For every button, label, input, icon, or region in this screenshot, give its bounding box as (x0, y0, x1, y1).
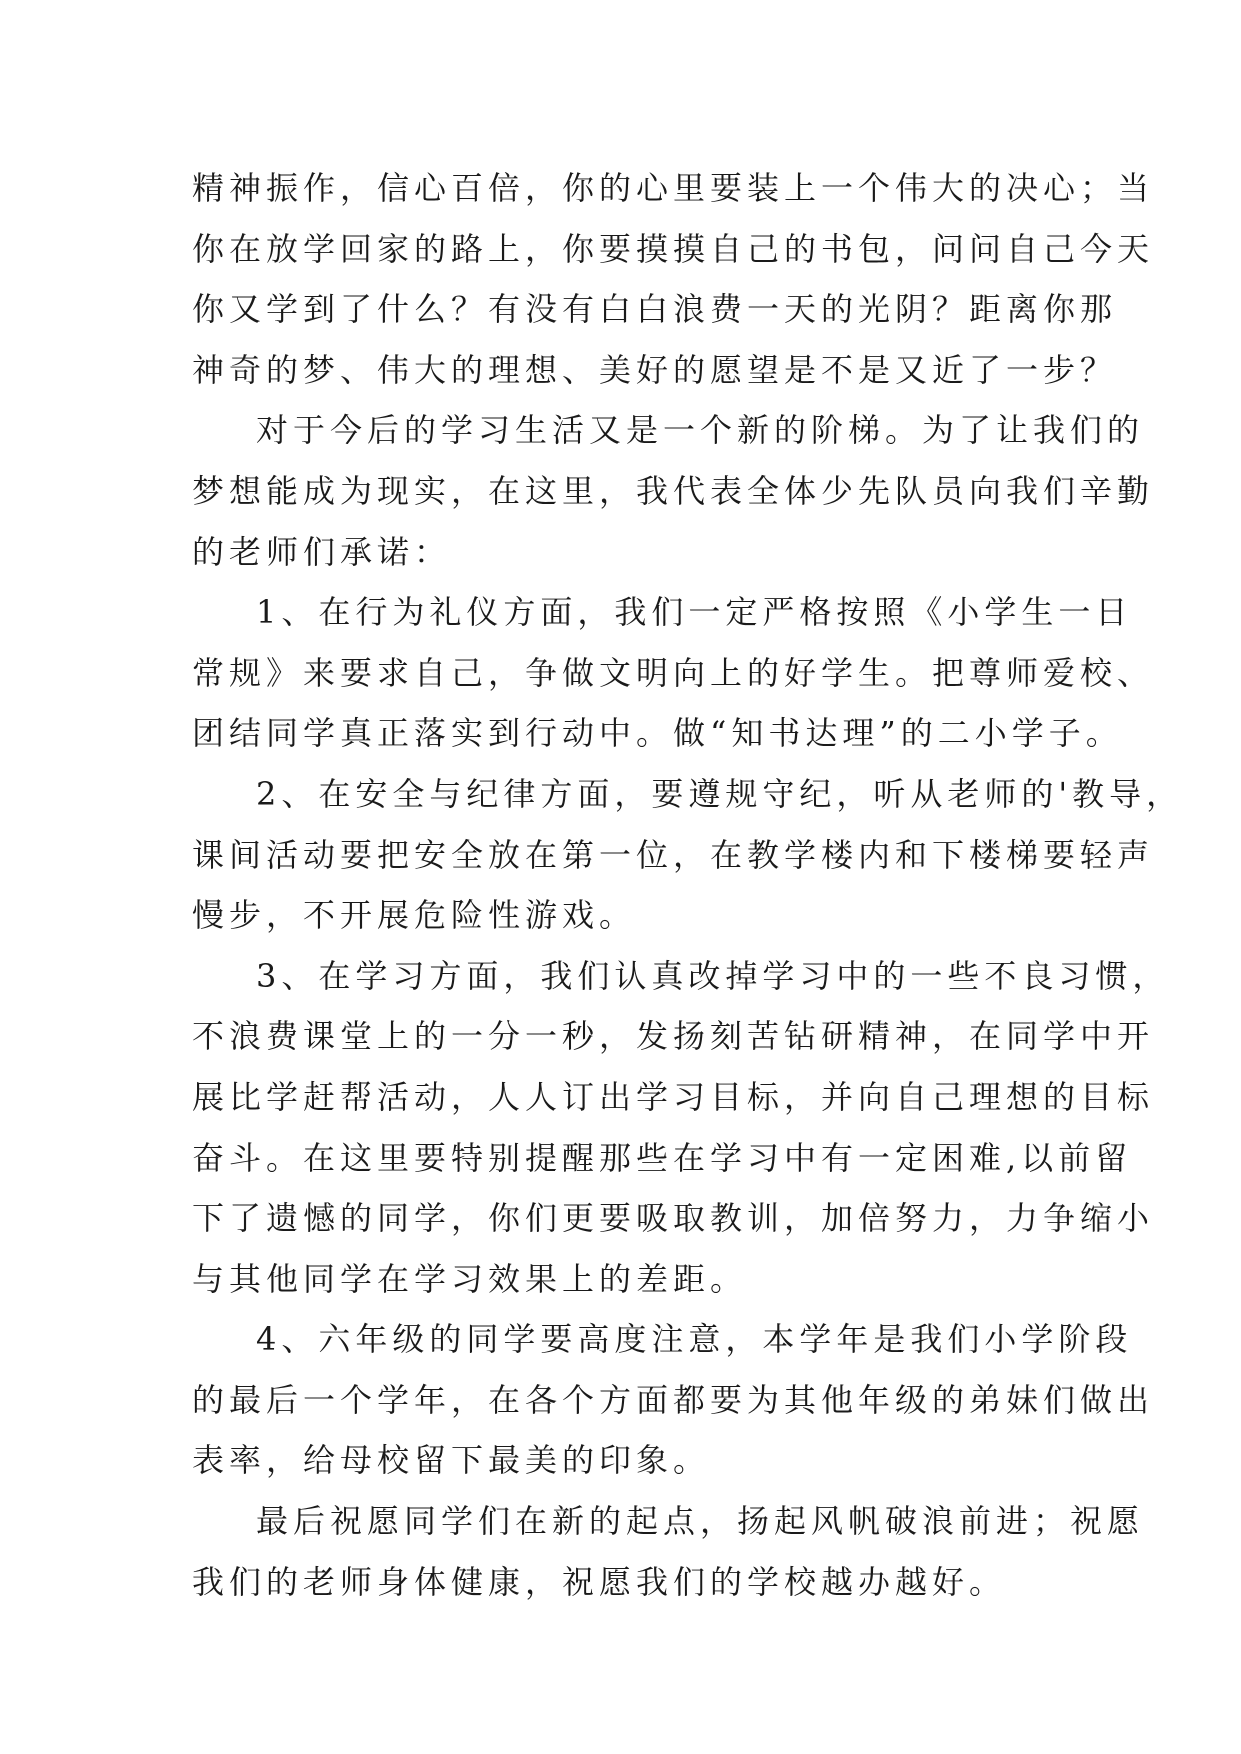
text-line: 精神振作，信心百倍，你的心里要装上一个伟大的决心；当 (192, 169, 1155, 207)
text-line: 表率，给母校留下最美的印象。 (192, 1441, 711, 1480)
document-body (192, 158, 1184, 1612)
text-line: 神奇的梦、伟大的理想、美好的愿望是不是又近了一步？ (192, 350, 1118, 389)
paragraph-first-line: 对于今后的学习生活又是一个新的阶梯。为了让我们的 (256, 411, 1145, 450)
text-line: 团结同学真正落实到行动中。做“知书达理”的二小学子。 (192, 714, 1123, 753)
text-line: 梦想能成为现实，在这里，我代表全体少先队员向我们辛勤 (192, 471, 1155, 510)
text-line: 的最后一个学年，在各个方面都要为其他年级的弟妹们做出 (192, 1380, 1155, 1419)
text-line: 慢步，不开展危险性游戏。 (192, 896, 637, 935)
paragraph-first-line: 最后祝愿同学们在新的起点，扬起风帆破浪前进；祝愿 (256, 1502, 1145, 1541)
paragraph-first-line: 2、在安全与纪律方面，要遵规守纪，听从老师的'教导， (256, 774, 1184, 813)
text-line: 的老师们承诺： (192, 532, 452, 571)
text-line: 你在放学回家的路上，你要摸摸自己的书包，问问自己今天 (192, 229, 1155, 268)
text-line: 课间活动要把安全放在第一位，在教学楼内和下楼梯要轻声 (192, 835, 1155, 874)
text-line: 不浪费课堂上的一分一秒，发扬刻苦钻研精神，在同学中开 (192, 1017, 1155, 1056)
text-line: 奋斗。在这里要特别提醒那些在学习中有一定困难,以前留 (192, 1138, 1133, 1177)
paragraph-first-line: 4、六年级的同学要高度注意，本学年是我们小学阶段 (256, 1320, 1133, 1359)
text-line: 与其他同学在学习效果上的差距。 (192, 1259, 748, 1298)
text-line: 下了遗憾的同学，你们更要吸取教训，加倍努力，力争缩小 (192, 1199, 1155, 1238)
text-line: 展比学赶帮活动，人人订出学习目标，并向自己理想的目标 (192, 1077, 1155, 1116)
paragraph-first-line: 3、在学习方面，我们认真改掉学习中的一些不良习惯， (256, 956, 1170, 995)
text-line: 常规》来要求自己，争做文明向上的好学生。把尊师爱校、 (192, 653, 1155, 692)
text-line: 我们的老师身体健康，祝愿我们的学校越办越好。 (192, 1562, 1007, 1601)
paragraph-first-line: 1、在行为礼仪方面，我们一定严格按照《小学生一日 (256, 593, 1133, 632)
text-line: 你又学到了什么？有没有白白浪费一天的光阴？距离你那 (192, 290, 1118, 329)
